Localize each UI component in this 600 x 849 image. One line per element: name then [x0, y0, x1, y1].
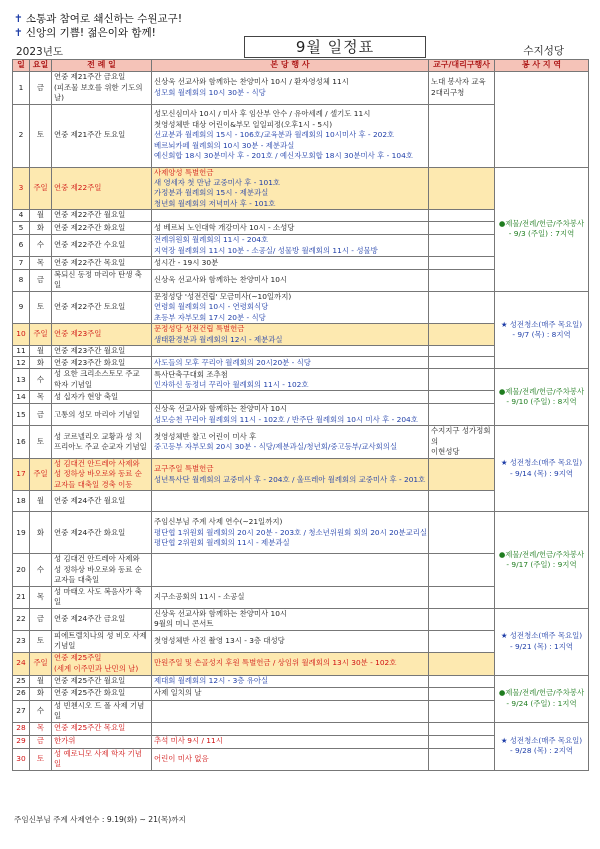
mottos	[14, 12, 182, 40]
liturgy-line: 연중 제21주간 토요일	[54, 130, 126, 140]
parish-event-cell	[152, 675, 429, 687]
weekday-cell: 월	[30, 345, 52, 357]
parish-event-cell	[152, 345, 429, 357]
parish-event-line: 어린이 미사 없음	[154, 753, 209, 763]
liturgy-cell	[52, 72, 152, 105]
day-cell: 13	[13, 369, 30, 391]
service-area-cell	[495, 512, 589, 609]
liturgy-line: 연중 제22주일	[54, 183, 102, 193]
parish-event-cell	[152, 104, 429, 167]
diocese-event-cell	[429, 748, 495, 770]
parish-event-line: 첫영성체반 사진 촬영 13시 - 3층 대성당	[154, 635, 285, 645]
parish-event-line: 베르뇌카페 월례회의 10시 30분 - 제분과실	[154, 140, 295, 150]
table-row	[13, 291, 589, 323]
diocese-event-cell	[429, 687, 495, 700]
parish-event-line: 성 베르뇌 노인대학 개강미사 10시 - 소성당	[154, 222, 295, 232]
schedule-table	[12, 59, 589, 771]
liturgy-cell	[52, 652, 152, 675]
weekday-cell: 수	[30, 554, 52, 587]
parish-event-line: 중고등부 자부모회 20시 30분 - 식당/제분과실/청년회/중고등부/교사회의실	[154, 442, 398, 452]
parish-event-line: 사도들의 모후 꾸리아 월례회의 20시20분 - 식당	[154, 357, 311, 367]
weekday-cell: 금	[30, 269, 52, 291]
liturgy-cell	[52, 167, 152, 210]
weekday-cell: 월	[30, 210, 52, 222]
service-area-line: ●제물/전례/헌금/주차봉사	[498, 218, 585, 228]
diocese-event-cell	[429, 652, 495, 675]
parish-event-cell	[152, 72, 429, 105]
diocese-event-cell	[429, 369, 495, 391]
parish-event-cell	[152, 608, 429, 630]
weekday-cell: 금	[30, 735, 52, 748]
day-cell: 8	[13, 269, 30, 291]
weekday-cell: 화	[30, 512, 52, 554]
weekday-cell: 주일	[30, 324, 52, 346]
liturgy-line: 연중 제22주간 수요일	[54, 240, 126, 250]
parish-event-line: 청년회 월례회의 저녁미사 후 - 101호	[154, 198, 276, 208]
day-cell: 12	[13, 357, 30, 369]
liturgy-line: 연중 제24주간 금요일	[54, 613, 126, 623]
parish-event-cell	[152, 256, 429, 269]
liturgy-cell	[52, 700, 152, 722]
liturgy-line: 성 십자가 현양 축일	[54, 392, 119, 402]
weekday-cell: 주일	[30, 167, 52, 210]
diocese-event-line: 2대리구청	[431, 87, 465, 97]
column-header: 교구/대리구행사	[429, 60, 495, 72]
parish-event-line: 신상욱 선교사와 함께하는 찬양미사 10시 / 환자영성체 11시	[154, 77, 349, 87]
diocese-event-cell	[429, 256, 495, 269]
parish-event-cell	[152, 687, 429, 700]
liturgy-line: 연중 제21주간 금요일	[54, 72, 126, 81]
day-cell: 18	[13, 491, 30, 512]
motto-line-1: ✝ 소통과 참여로 쇄신하는 수원교구!	[14, 13, 183, 25]
diocese-event-cell	[429, 222, 495, 235]
liturgy-line: 성 예로니모 사제 학자 기념일	[54, 748, 142, 769]
weekday-cell: 목	[30, 722, 52, 735]
table-row	[13, 72, 589, 105]
service-area-line: ★ 성전청소(매주 목요일)	[500, 319, 583, 329]
parish-event-cell	[152, 426, 429, 459]
day-cell: 1	[13, 72, 30, 105]
column-header: 봉 사 지 역	[495, 60, 589, 72]
parish-event-line: 9월의 미니 콘서트	[154, 619, 214, 629]
liturgy-line: 성 빈첸시오 드 폴 사제 기념일	[54, 700, 145, 721]
liturgy-cell	[52, 687, 152, 700]
day-cell: 19	[13, 512, 30, 554]
parish-event-cell	[152, 369, 429, 391]
parish-event-line: 인자하신 동정녀 꾸리아 월례회의 11시 - 102호	[154, 379, 309, 389]
service-area-cell	[495, 675, 589, 722]
service-area-line: - 9/14 (목) : 9지역	[509, 468, 574, 478]
diocese-event-line: 노대 봉사자 교육	[431, 77, 486, 87]
parish-event-line: 추석 미사 9시 / 11시	[154, 736, 223, 746]
liturgy-line: 피에트렐치나의 성 비오 사제 기념일	[54, 630, 147, 651]
day-cell: 22	[13, 608, 30, 630]
liturgy-cell	[52, 735, 152, 748]
diocese-event-cell	[429, 345, 495, 357]
diocese-event-cell	[429, 72, 495, 105]
parish-event-cell	[152, 458, 429, 491]
weekday-cell: 금	[30, 404, 52, 426]
parish-event-cell	[152, 735, 429, 748]
diocese-event-cell	[429, 324, 495, 346]
parish-event-line: 문정성당 '성전건립' 모금미사(~10일까지)	[154, 291, 292, 301]
service-area-line: ●제물/전례/헌금/주차봉사	[498, 549, 585, 559]
day-cell: 2	[13, 104, 30, 167]
day-cell: 25	[13, 675, 30, 687]
liturgy-cell	[52, 235, 152, 257]
diocese-event-cell	[429, 675, 495, 687]
parish-event-cell	[152, 167, 429, 210]
parish-event-line: 가정분과 월례회의 15시 - 제분과실	[154, 188, 269, 198]
liturgy-cell	[52, 586, 152, 608]
liturgy-line: 한가위	[54, 736, 76, 746]
weekday-cell: 주일	[30, 652, 52, 675]
liturgy-cell	[52, 357, 152, 369]
service-area-cell	[495, 167, 589, 291]
weekday-cell: 월	[30, 491, 52, 512]
service-area-line: ★ 성전청소(매주 목요일)	[500, 458, 583, 468]
parish-event-line: 성년특사단 월례회의 교중미사 후 - 204호 / 울뜨레아 월례회의 교중미사 후 - 201호	[154, 474, 426, 484]
day-cell: 7	[13, 256, 30, 269]
liturgy-line: 연중 제22주간 토요일	[54, 302, 126, 312]
table-row	[13, 675, 589, 687]
liturgy-cell	[52, 554, 152, 587]
parish-event-line: 교구주일 특별헌금	[154, 464, 214, 474]
table-row	[13, 167, 589, 210]
day-cell: 6	[13, 235, 30, 257]
day-cell: 24	[13, 652, 30, 675]
parish-event-line: 제대회 월례회의 12시 - 3층 유아실	[154, 675, 269, 685]
page-title: 9월 일정표	[244, 36, 426, 58]
service-area-line: - 9/17 (주일) : 9지역	[506, 560, 577, 570]
liturgy-line: 성 김대건 안드레아 사제와 성 정하상 바오로와 동료 순교자들 대축일 경축 이동	[54, 458, 142, 489]
liturgy-cell	[52, 404, 152, 426]
year-label: 2023년도	[16, 46, 64, 58]
column-header: 일	[13, 60, 30, 72]
parish-event-line: 특사단축구대회 조추첨	[154, 369, 228, 379]
liturgy-cell	[52, 675, 152, 687]
weekday-cell: 토	[30, 748, 52, 770]
parish-event-line: 첫영성체반 대상 어린이&부모 일일피정(오후1시 - 5시)	[154, 119, 333, 129]
weekday-cell: 수	[30, 369, 52, 391]
footer-note: 주임신부님 주계 사제연수 : 9.19(화) ~ 21(목)까지	[14, 815, 186, 824]
parish-event-line: 첫영성체반 찰고 어린이 미사 후	[154, 431, 257, 441]
day-cell: 28	[13, 722, 30, 735]
motto-line-2: ✝ 신앙의 기쁨! 젊은이와 함께!	[14, 27, 156, 39]
day-cell: 15	[13, 404, 30, 426]
liturgy-line: 연중 제23주간 화요일	[54, 357, 126, 367]
liturgy-line: 연중 제25주간 목요일	[54, 723, 126, 733]
weekday-cell: 토	[30, 630, 52, 652]
liturgy-cell	[52, 256, 152, 269]
service-area-cell	[495, 722, 589, 770]
parish-event-line: 성모승천 꾸리아 월례회의 11시 - 102호 / 반주단 월례회의 10시 미사 후 - 204호	[154, 414, 418, 424]
liturgy-line: 연중 제22주간 목요일	[54, 257, 126, 267]
parish-event-cell	[152, 210, 429, 222]
liturgy-line: 연중 제22주간 화요일	[54, 222, 126, 232]
parish-event-line: 성시간 - 19시 30분	[154, 257, 219, 267]
diocese-event-cell	[429, 630, 495, 652]
parish-event-cell	[152, 491, 429, 512]
liturgy-line: 연중 제25주간 월요일	[54, 675, 126, 685]
day-cell: 26	[13, 687, 30, 700]
liturgy-line: 연중 제24주간 월요일	[54, 496, 126, 506]
day-cell: 11	[13, 345, 30, 357]
parish-event-cell	[152, 291, 429, 323]
day-cell: 29	[13, 735, 30, 748]
column-header: 본 당 행 사	[152, 60, 429, 72]
parish-event-cell	[152, 554, 429, 587]
parish-event-cell	[152, 512, 429, 554]
liturgy-cell	[52, 512, 152, 554]
table-row	[13, 369, 589, 391]
liturgy-cell	[52, 426, 152, 459]
weekday-cell: 목	[30, 391, 52, 404]
parish-event-line: 문정성당 성전건립 특별헌금	[154, 324, 245, 334]
liturgy-cell	[52, 391, 152, 404]
diocese-event-cell	[429, 491, 495, 512]
service-area-line: - 9/28 (목) : 2지역	[509, 746, 574, 756]
diocese-event-cell	[429, 735, 495, 748]
day-cell: 17	[13, 458, 30, 491]
weekday-cell: 토	[30, 104, 52, 167]
diocese-event-cell	[429, 291, 495, 323]
parish-event-line: 전례위원회 월례회의 11시 - 204호	[154, 235, 269, 245]
liturgy-line: 성 김대건 안드레아 사제와 성 정하상 바오로와 동료 순교자들 대축일	[54, 554, 142, 585]
parish-event-line: 평단협 1위원회 월례회의 20시 20분 - 203호 / 청소년위원회 회의 20시 20분교리실	[154, 527, 428, 537]
parish-event-line: 신상욱 선교사와 함께하는 찬양미사 10시	[154, 275, 288, 285]
service-area-line: ★ 성전청소(매주 목요일)	[500, 735, 583, 745]
day-cell: 21	[13, 586, 30, 608]
day-cell: 16	[13, 426, 30, 459]
day-cell: 3	[13, 167, 30, 210]
diocese-event-cell	[429, 608, 495, 630]
parish-event-line: 예신회합 18시 30분미사 후 - 201호 / 예신자모회합 18시 30분미사 후 - 104호	[154, 151, 413, 161]
weekday-cell: 수	[30, 700, 52, 722]
weekday-cell: 수	[30, 235, 52, 257]
weekday-cell: 월	[30, 675, 52, 687]
parish-event-cell	[152, 357, 429, 369]
parish-event-line: 평단협 2위원회 월례회의 11시 - 제분과실	[154, 537, 290, 547]
weekday-cell: 토	[30, 291, 52, 323]
liturgy-line: 고통의 성모 마리아 기념일	[54, 409, 140, 419]
liturgy-line: 연중 제25주간 화요일	[54, 688, 126, 698]
weekday-cell: 금	[30, 608, 52, 630]
liturgy-line: 연중 제22주간 월요일	[54, 210, 126, 220]
day-cell: 4	[13, 210, 30, 222]
church-name: 수지성당	[523, 45, 564, 57]
parish-event-cell	[152, 324, 429, 346]
table-row	[13, 512, 589, 554]
parish-event-cell	[152, 404, 429, 426]
day-cell: 30	[13, 748, 30, 770]
diocese-event-cell	[429, 167, 495, 210]
diocese-event-cell	[429, 235, 495, 257]
day-cell: 27	[13, 700, 30, 722]
liturgy-cell	[52, 608, 152, 630]
parish-event-line: 만원주일 및 손골성지 후원 특별헌금 / 상임위 월례회의 13시 30분 - 102호	[154, 658, 397, 668]
liturgy-cell	[52, 748, 152, 770]
parish-event-line: 새 영세자 첫 만남 교중미사 후 - 101호	[154, 177, 281, 187]
day-cell: 5	[13, 222, 30, 235]
diocese-event-cell	[429, 554, 495, 587]
liturgy-cell	[52, 630, 152, 652]
liturgy-line: (세계 이주민과 난민의 날)	[54, 663, 139, 673]
column-header: 요일	[30, 60, 52, 72]
service-area-line: - 9/3 (주일) : 7지역	[508, 229, 575, 239]
service-area-line: ●제물/전례/헌금/주차봉사	[498, 386, 585, 396]
service-area-line: - 9/7 (목) : 8지역	[512, 330, 571, 340]
weekday-cell: 화	[30, 687, 52, 700]
liturgy-cell	[52, 291, 152, 323]
service-area-line: ★ 성전청소(매주 목요일)	[500, 631, 583, 641]
service-area-line: - 9/21 (목) : 1지역	[509, 641, 574, 651]
day-cell: 23	[13, 630, 30, 652]
day-cell: 20	[13, 554, 30, 587]
weekday-cell: 화	[30, 357, 52, 369]
parish-event-line: 지구소공회의 11시 - 소공실	[154, 592, 245, 602]
diocese-event-cell	[429, 426, 495, 459]
diocese-event-cell	[429, 210, 495, 222]
liturgy-line: 성 코르넬리오 교황과 성 치프리아노 주교 순교자 기념일	[54, 431, 147, 452]
liturgy-cell	[52, 369, 152, 391]
parish-event-line: 주임신부님 주계 사제 연수(~21일까지)	[154, 517, 283, 527]
diocese-event-cell	[429, 104, 495, 167]
parish-event-line: 성모신심미사 10시 / 미사 후 임산부 안수 / 유아세례 / 셀기도 11시	[154, 109, 371, 119]
parish-event-line: 사제양성 특별헌금	[154, 167, 214, 177]
diocese-event-cell	[429, 512, 495, 554]
liturgy-line: 성 마태오 사도 복음사가 축일	[54, 586, 142, 607]
parish-event-line: 연령회 월례회의 10시 - 연령회식당	[154, 302, 269, 312]
service-area-cell	[495, 369, 589, 426]
table-header-row	[13, 60, 589, 72]
cross-icon: ✝	[14, 13, 23, 25]
liturgy-line: 복되신 동정 마리아 탄생 축일	[54, 269, 142, 290]
liturgy-line: 연중 제25주일	[54, 653, 102, 663]
diocese-event-cell	[429, 722, 495, 735]
parish-event-cell	[152, 586, 429, 608]
service-area-cell	[495, 426, 589, 512]
weekday-cell: 화	[30, 222, 52, 235]
diocese-event-line: 이현성당	[431, 447, 460, 457]
day-cell: 9	[13, 291, 30, 323]
table-row	[13, 608, 589, 630]
service-area-cell	[495, 291, 589, 369]
parish-event-cell	[152, 222, 429, 235]
service-area-cell	[495, 72, 589, 168]
liturgy-cell	[52, 345, 152, 357]
parish-event-line: 지역장 월례회의 11시 10분 - 소공실/ 성물방 월례회의 11시 - 성물방	[154, 245, 378, 255]
parish-event-cell	[152, 722, 429, 735]
diocese-event-cell	[429, 404, 495, 426]
parish-event-line: 신상욱 선교사와 함께하는 찬양미사 10시	[154, 404, 288, 414]
service-area-cell	[495, 608, 589, 675]
service-area-line: - 9/10 (주일) : 8지역	[506, 397, 577, 407]
diocese-event-cell	[429, 586, 495, 608]
parish-event-line: 초등부 자부모회 17시 20분 - 식당	[154, 312, 266, 322]
liturgy-cell	[52, 491, 152, 512]
weekday-cell: 금	[30, 72, 52, 105]
weekday-cell: 토	[30, 426, 52, 459]
parish-event-cell	[152, 652, 429, 675]
liturgy-line: 성 요한 크리소스토모 주교 학자 기념일	[54, 369, 140, 389]
diocese-event-cell	[429, 458, 495, 491]
liturgy-line: 연중 제23주간 월요일	[54, 345, 126, 355]
parish-event-cell	[152, 748, 429, 770]
parish-event-line: 신상욱 선교사와 함께하는 찬양미사 10시	[154, 608, 288, 618]
parish-event-line: 선교분과 월례회의 15시 - 106호/교육분과 월례회의 10시미사 후 - 202호	[154, 130, 395, 140]
liturgy-line: (피조물 보호를 위한 기도의 날)	[54, 82, 143, 102]
parish-event-line: 성모회 월례회의 10시 30분 - 식당	[154, 87, 266, 97]
column-header: 전 례 일	[52, 60, 152, 72]
weekday-cell: 주일	[30, 458, 52, 491]
parish-event-cell	[152, 630, 429, 652]
liturgy-cell	[52, 222, 152, 235]
diocese-event-line: 수지지구 성가정회의	[431, 426, 491, 446]
liturgy-cell	[52, 458, 152, 491]
service-area-line: - 9/24 (주일) : 1지역	[506, 698, 577, 708]
parish-event-line: 사제 일치의 날	[154, 688, 202, 698]
day-cell: 10	[13, 324, 30, 346]
liturgy-cell	[52, 104, 152, 167]
liturgy-line: 연중 제23주일	[54, 329, 102, 339]
diocese-event-cell	[429, 391, 495, 404]
diocese-event-cell	[429, 269, 495, 291]
weekday-cell: 목	[30, 256, 52, 269]
liturgy-cell	[52, 269, 152, 291]
diocese-event-cell	[429, 700, 495, 722]
parish-event-cell	[152, 700, 429, 722]
liturgy-line: 연중 제24주간 화요일	[54, 527, 126, 537]
liturgy-cell	[52, 722, 152, 735]
diocese-event-cell	[429, 357, 495, 369]
cross-icon: ✝	[14, 27, 23, 39]
liturgy-cell	[52, 324, 152, 346]
parish-event-line: 생태환경분과 월례회의 12시 - 제분과실	[154, 334, 283, 344]
table-row	[13, 426, 589, 459]
service-area-line: ●제물/전례/헌금/주차봉사	[498, 688, 585, 698]
liturgy-cell	[52, 210, 152, 222]
table-row	[13, 722, 589, 735]
parish-event-cell	[152, 269, 429, 291]
weekday-cell: 목	[30, 586, 52, 608]
parish-event-cell	[152, 235, 429, 257]
day-cell: 14	[13, 391, 30, 404]
parish-event-cell	[152, 391, 429, 404]
